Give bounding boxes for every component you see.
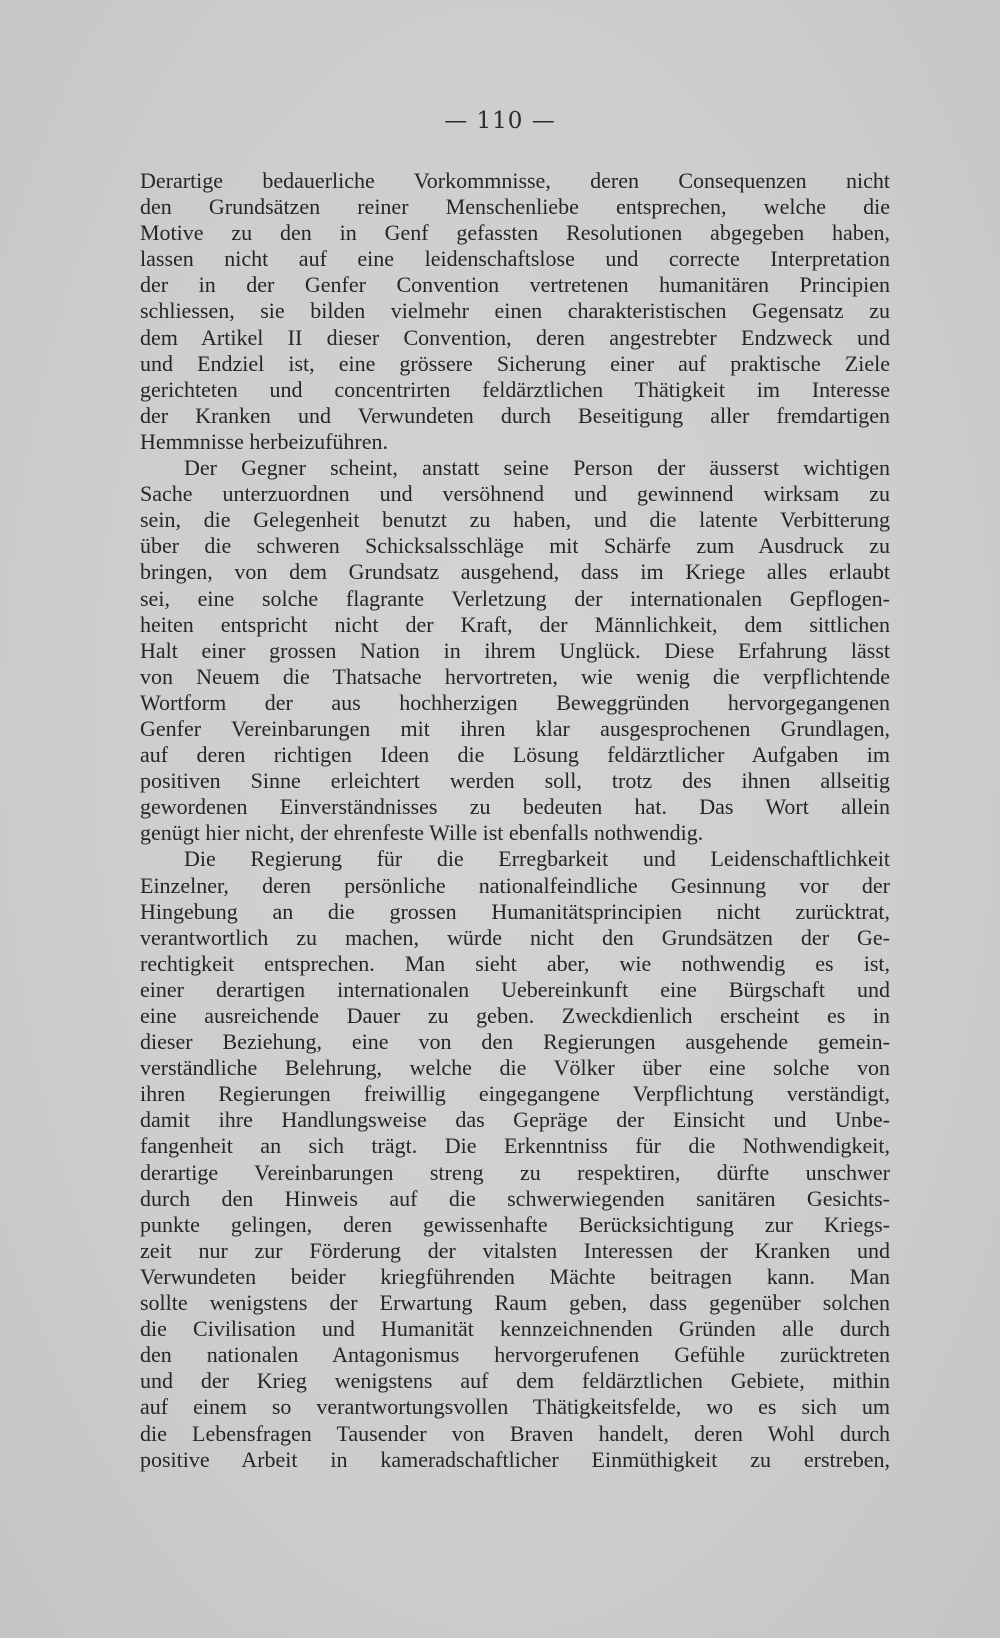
- text-line: einer derartigen internationalen Uebereinkunft eine Bürgschaft und: [140, 976, 890, 1002]
- text-line: verständliche Belehrung, welche die Völker über eine solche von: [140, 1055, 890, 1081]
- text-line: bringen, von dem Grundsatz ausgehend, dass im Kriege alles erlaubt: [140, 559, 890, 585]
- text-line: positiven Sinne erleichtert werden soll, trotz des ihnen allseitig: [140, 768, 890, 794]
- text-line: zeit nur zur Förderung der vitalsten Interessen der Kranken und: [140, 1237, 890, 1263]
- text-line: dieser Beziehung, eine von den Regierungen ausgehende gemein-: [140, 1029, 890, 1055]
- text-line: positive Arbeit in kameradschaftlicher Einmüthigkeit zu erstreben,: [140, 1446, 890, 1472]
- text-line: verantwortlich zu machen, würde nicht den Grundsätzen der Ge-: [140, 924, 890, 950]
- text-line: damit ihre Handlungsweise das Gepräge der Einsicht und Unbe-: [140, 1107, 890, 1133]
- text-line: dem Artikel II dieser Convention, deren angestrebter Endzweck und: [140, 324, 890, 350]
- text-line: Genfer Vereinbarungen mit ihren klar ausgesprochenen Grundlagen,: [140, 715, 890, 741]
- text-line: Einzelner, deren persönliche nationalfeindliche Gesinnung vor der: [140, 872, 890, 898]
- text-line: sollte wenigstens der Erwartung Raum geben, dass gegenüber solchen: [140, 1290, 890, 1316]
- text-line: durch den Hinweis auf die schwerwiegenden sanitären Gesichts-: [140, 1185, 890, 1211]
- text-line: fangenheit an sich trägt. Die Erkenntniss für die Nothwendigkeit,: [140, 1133, 890, 1159]
- page-number: — 110 —: [444, 108, 556, 134]
- text-line: Der Gegner scheint, anstatt seine Person der äusserst wichtigen: [184, 455, 890, 481]
- text-line: Die Regierung für die Erregbarkeit und Leidenschaftlichkeit: [184, 846, 890, 872]
- text-line: Sache unterzuordnen und versöhnend und gewinnend wirksam zu: [140, 481, 890, 507]
- text-line: punkte gelingen, deren gewissenhafte Berücksichtigung zur Kriegs-: [140, 1211, 890, 1237]
- text-line: auf einem so verantwortungsvollen Thätigkeitsfelde, wo es sich um: [140, 1394, 890, 1420]
- text-line: gerichteten und concentrirten feldärztlichen Thätigkeit im Interesse: [140, 376, 890, 402]
- text-line: ihren Regierungen freiwillig eingegangene Verpflichtung verständigt,: [140, 1081, 890, 1107]
- paragraph: [140, 168, 890, 455]
- text-line: auf deren richtigen Ideen die Lösung feldärztlicher Aufgaben im: [140, 742, 890, 768]
- text-line: der Kranken und Verwundeten durch Beseitigung aller fremdartigen: [140, 402, 890, 428]
- text-line: der in der Genfer Convention vertretenen humanitären Principien: [140, 272, 890, 298]
- text-line: die Civilisation und Humanität kennzeichnenden Gründen alle durch: [140, 1316, 890, 1342]
- text-line: Hingebung an die grossen Humanitätsprincipien nicht zurücktrat,: [140, 898, 890, 924]
- text-line: Motive zu den in Genf gefassten Resolutionen abgegeben haben,: [140, 220, 890, 246]
- text-line: Hemmnisse herbeizuführen.: [140, 428, 389, 454]
- text-line: über die schweren Schicksalsschläge mit Schärfe zum Ausdruck zu: [140, 533, 890, 559]
- text-line: schliessen, sie bilden vielmehr einen charakteristischen Gegensatz zu: [140, 298, 890, 324]
- text-line: lassen nicht auf eine leidenschaftslose und correcte Interpretation: [140, 246, 890, 272]
- paragraph: [140, 455, 890, 846]
- text-line: heiten entspricht nicht der Kraft, der Männlichkeit, dem sittlichen: [140, 611, 890, 637]
- body-text: [140, 168, 890, 1473]
- text-line: den nationalen Antagonismus hervorgerufenen Gefühle zurücktreten: [140, 1342, 890, 1368]
- text-line: eine ausreichende Dauer zu geben. Zweckdienlich erscheint es in: [140, 1003, 890, 1028]
- text-line: rechtigkeit entsprechen. Man sieht aber, wie nothwendig es ist,: [140, 950, 890, 976]
- text-line: sein, die Gelegenheit benutzt zu haben, und die latente Verbitterung: [140, 507, 890, 533]
- text-line: Wortform der aus hochherzigen Beweggründen hervorgegangenen: [140, 689, 890, 715]
- text-line: Derartige bedauerliche Vorkommnisse, deren Consequenzen nicht: [140, 168, 890, 193]
- text-line: und Endziel ist, eine grössere Sicherung einer auf praktische Ziele: [140, 350, 890, 376]
- text-line: die Lebensfragen Tausender von Braven handelt, deren Wohl durch: [140, 1420, 890, 1446]
- text-line: den Grundsätzen reiner Menschenliebe entsprechen, welche die: [140, 194, 890, 220]
- text-line: gewordenen Einverständnisses zu bedeuten hat. Das Wort allein: [140, 794, 890, 820]
- text-line: derartige Vereinbarungen streng zu respektiren, dürfte unschwer: [140, 1159, 890, 1185]
- text-line: Halt einer grossen Nation in ihrem Unglück. Diese Erfahrung lässt: [140, 637, 890, 663]
- paragraph: [140, 846, 890, 1472]
- text-line: von Neuem die Thatsache hervortreten, wie wenig die verpflichtende: [140, 663, 890, 689]
- text-line: Verwundeten beider kriegführenden Mächte beitragen kann. Man: [140, 1263, 890, 1289]
- text-line: sei, eine solche flagrante Verletzung der internationalen Gepflogen-: [140, 585, 890, 611]
- text-line: genügt hier nicht, der ehrenfeste Wille ist ebenfalls nothwendig.: [140, 820, 704, 846]
- text-line: und der Krieg wenigstens auf dem feldärztlichen Gebiete, mithin: [140, 1368, 890, 1394]
